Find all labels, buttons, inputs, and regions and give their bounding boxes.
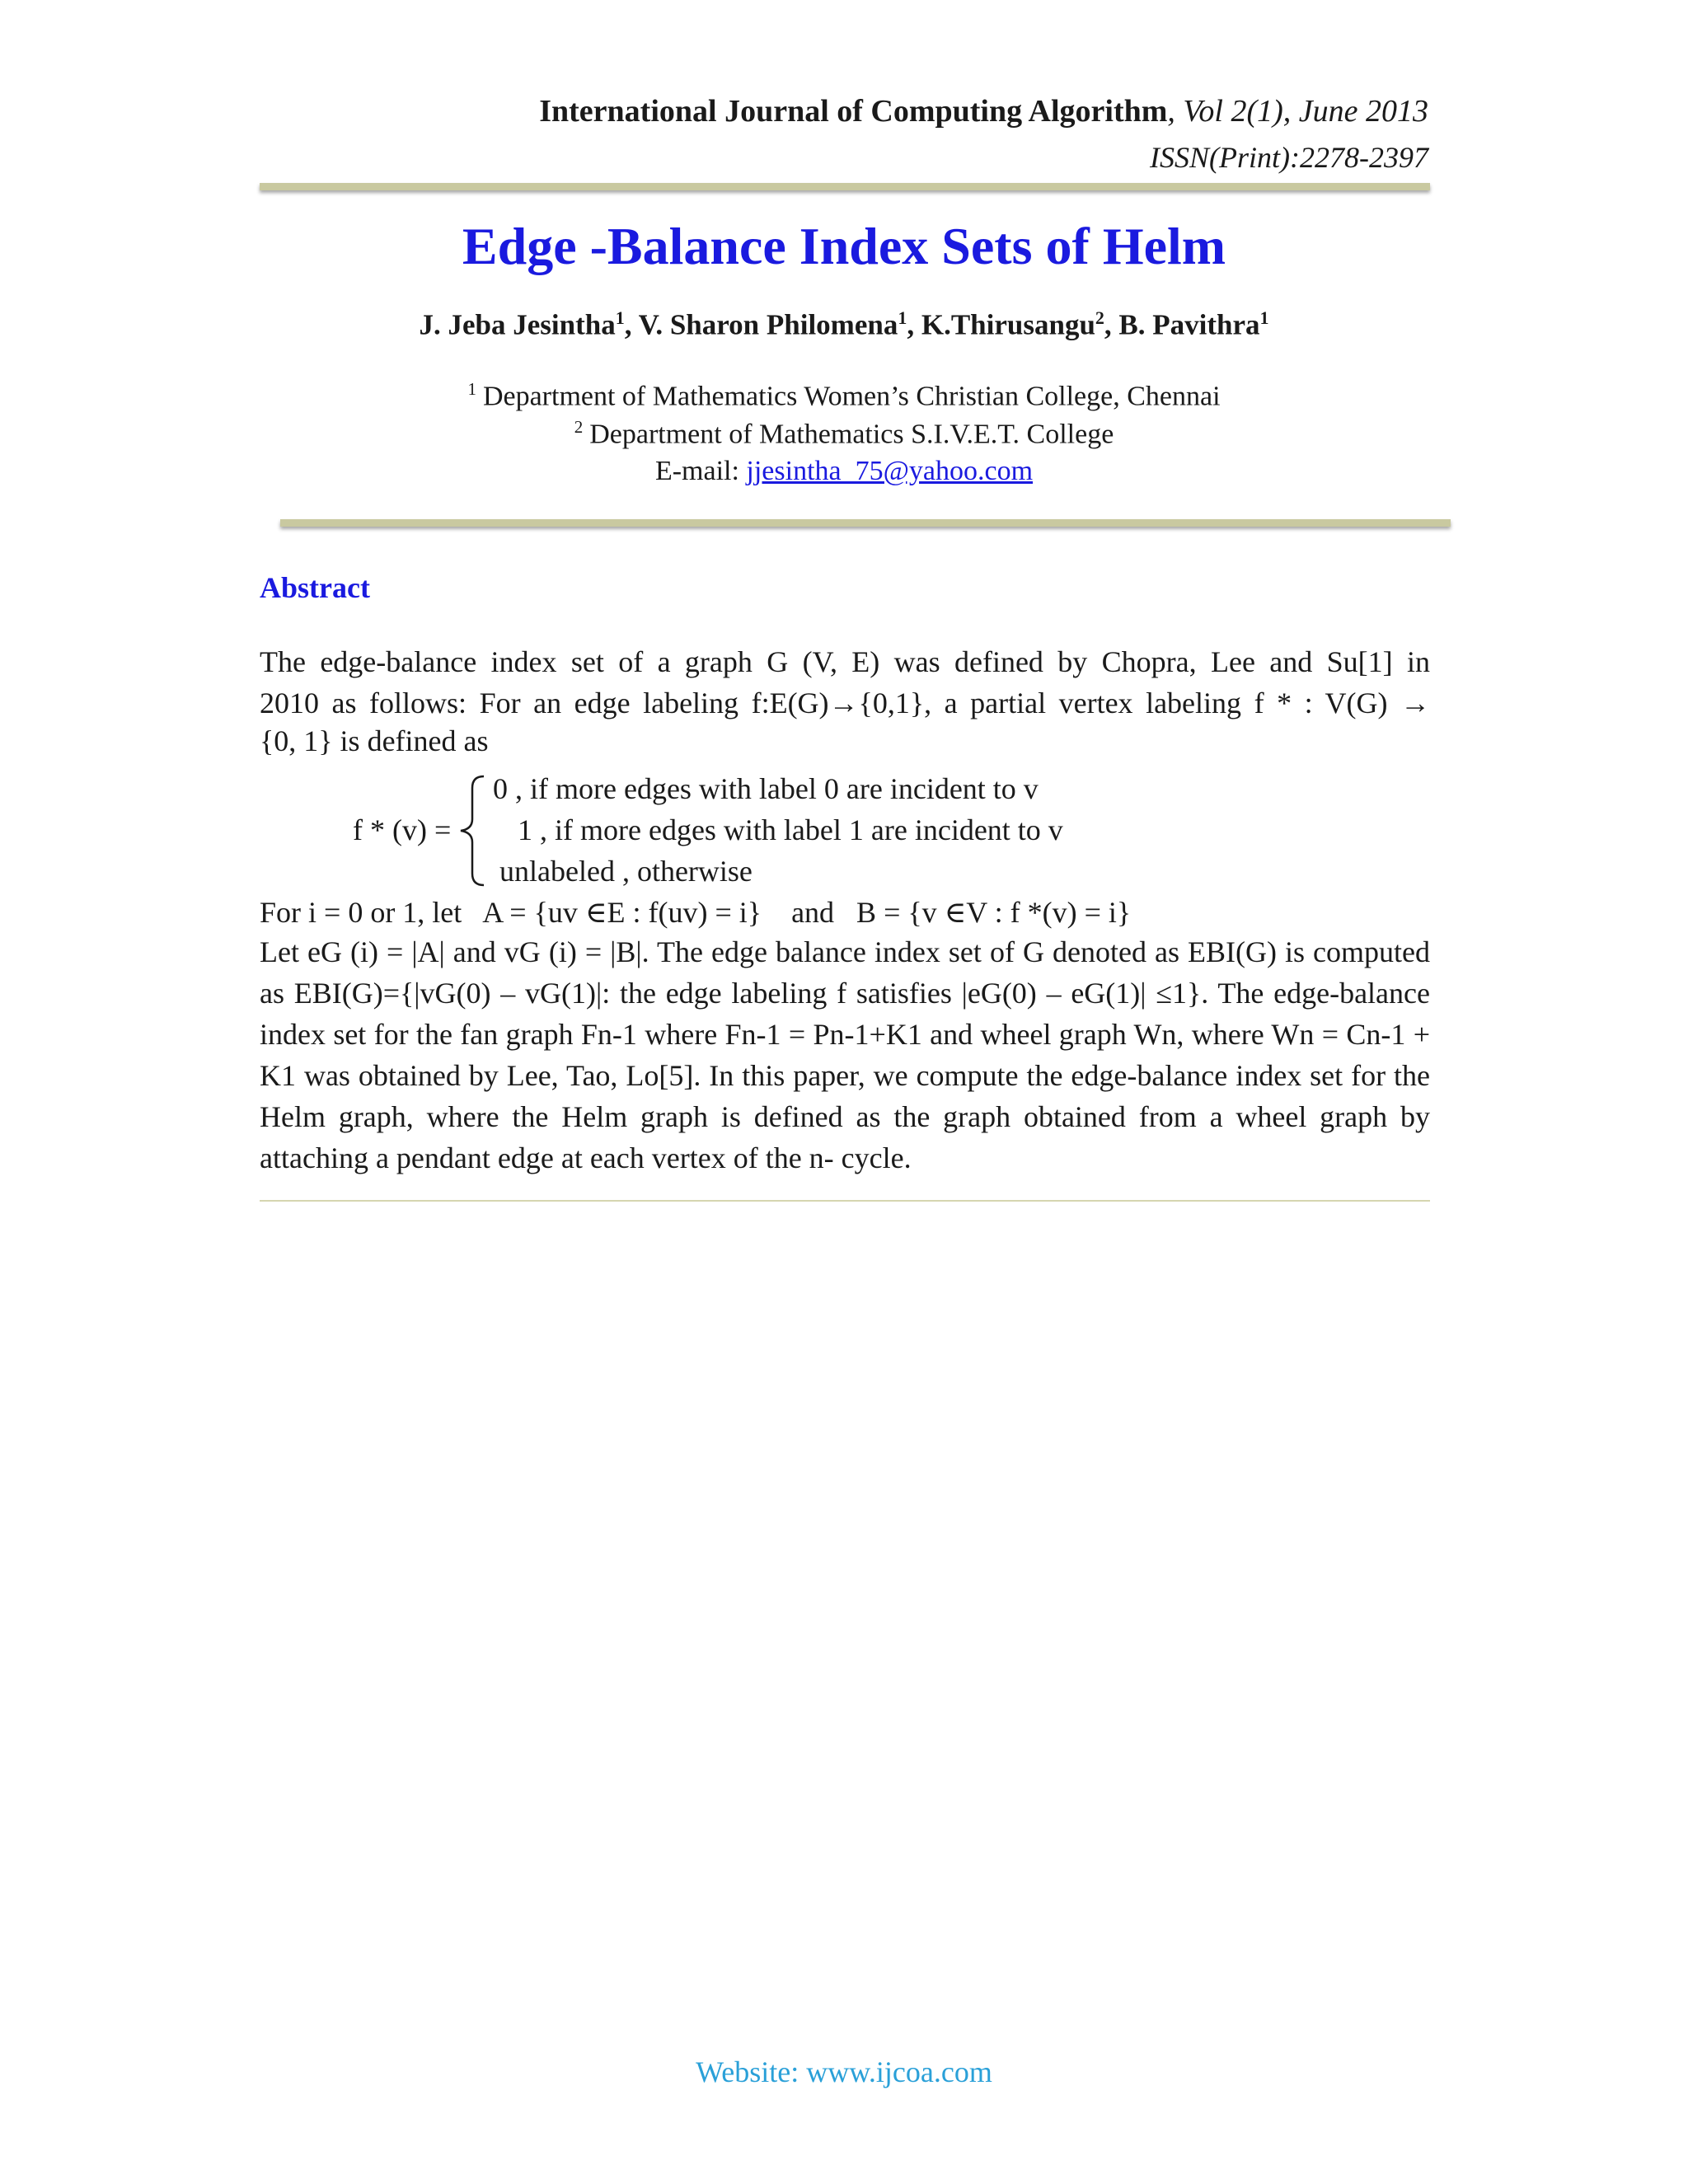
author-affil-mark: 1 [898, 307, 907, 328]
author-separator: , [1104, 308, 1119, 341]
paper-title: Edge -Balance Index Sets of Helm [462, 217, 1226, 275]
author-list [0, 307, 1688, 342]
journal-name: International Journal of Computing Algorithm [539, 94, 1168, 129]
issn: ISSN(Print):2278-2397 [1150, 141, 1428, 174]
author-name: J. Jeba Jesintha [419, 308, 616, 341]
affiliation-text: Department of Mathematics Women’s Christian College, Chennai [482, 381, 1221, 412]
author-separator: , [907, 308, 921, 341]
journal-header [539, 93, 1428, 129]
affiliation-mark: 1 [467, 379, 476, 399]
footer-website[interactable]: Website: www.ijcoa.com [696, 2055, 992, 2088]
affiliation-mark: 2 [574, 417, 584, 437]
author-affil-mark: 2 [1095, 307, 1104, 328]
abstract-heading: Abstract [260, 571, 370, 604]
email-label: E-mail: [654, 456, 747, 486]
author-name: V. Sharon Philomena [638, 308, 898, 341]
author-affil-mark: 1 [1259, 307, 1269, 328]
sets-definition-line: For i = 0 or 1, let A = {uv ∈E : f(uv) = i} and B = {v ∈V : f *(v) = i} [260, 896, 1132, 929]
author-affil-mark: 1 [615, 307, 625, 328]
abstract-intro-line-3: {0, 1} is defined as [260, 724, 489, 757]
email-line [0, 456, 1688, 487]
affiliation-text: Department of Mathematics S.I.V.E.T. College [589, 419, 1114, 450]
author-separator: , [624, 308, 639, 341]
header-divider [260, 183, 1430, 190]
journal-volume: , Vol 2(1), June 2013 [1167, 94, 1428, 129]
fstar-lhs: f * (v) = [353, 813, 452, 846]
abstract-divider [260, 1200, 1430, 1202]
abstract-body: Let eG (i) = |A| and vG (i) = |B|. The edge balance index set of G denoted as EBI(G) is computed as EBI(G)={|vG(0) – vG(1)|: the edge labeling f satisfies |eG(0) – eG(1)| ≤1}. The edge-balance index set for the fan graph Fn-1 where Fn-1 = Pn-1+K1 and wheel graph Wn, where Wn = Cn-1 + K1 was obtained by Lee, Tao, Lo[5]. In this paper, we compute the edge-balance index set for the Helm graph, where the Helm graph is defined as the graph obtained from a wheel graph by attaching a pendant edge at each vertex of the n- cycle. [260, 935, 1430, 1174]
left-brace-icon [456, 773, 489, 888]
case-zero: 0 , if more edges with label 0 are incident to v [493, 772, 1039, 805]
case-one: 1 , if more edges with label 1 are incident to v [518, 813, 1063, 846]
title-divider [280, 519, 1451, 527]
email-link[interactable]: jjesintha_75@yahoo.com [746, 456, 1034, 486]
abstract-intro-line-2: 2010 as follows: For an edge labeling f:E(G)→{0,1}, a partial vertex labeling f * : V(G) → [260, 687, 1430, 719]
abstract-intro-line-1: The edge-balance index set of a graph G (V, E) was defined by Chopra, Lee and Su[1] in [260, 645, 1430, 678]
author-name: K.Thirusangu [921, 308, 1095, 341]
affiliation-1 [0, 379, 1688, 412]
case-unlabeled: unlabeled , otherwise [499, 855, 753, 888]
author-name: B. Pavithra [1118, 308, 1260, 341]
affiliation-2 [0, 417, 1688, 450]
